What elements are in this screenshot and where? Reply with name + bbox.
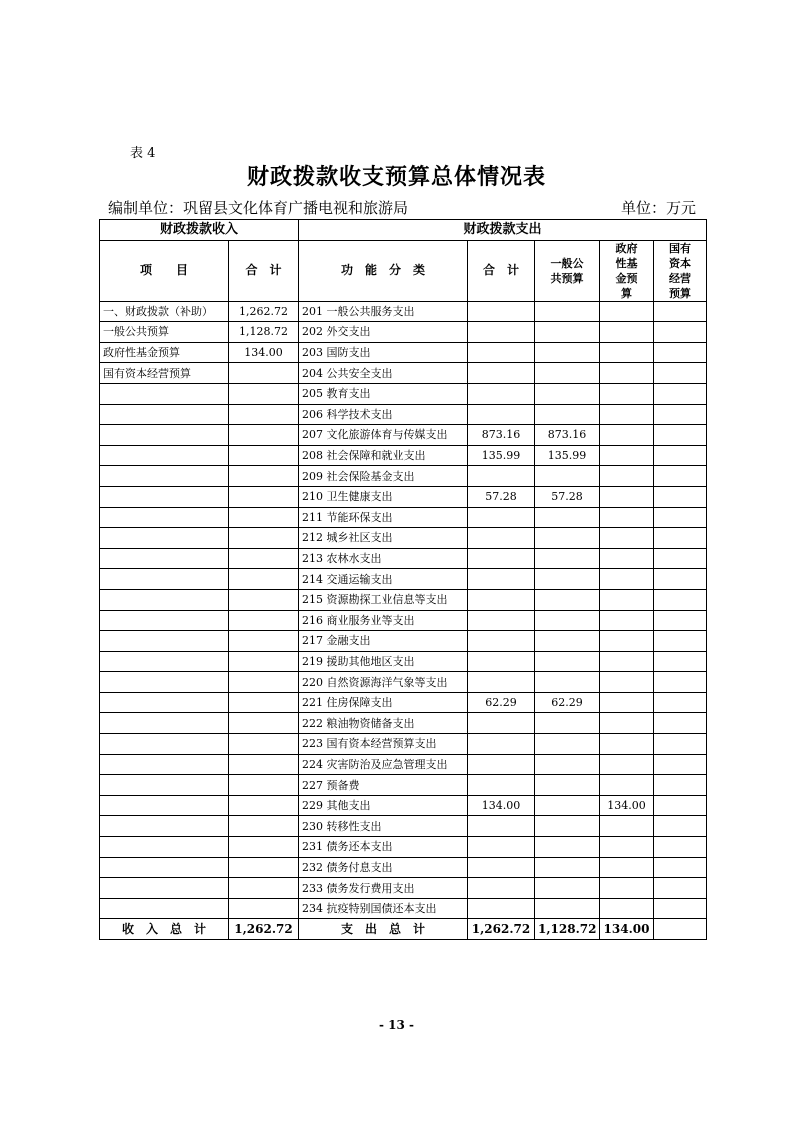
table-row [100, 795, 707, 816]
function-class-cell: 224 灾害防治及应急管理支出 [299, 754, 468, 775]
income-item-cell [100, 528, 229, 549]
income-amount-cell [229, 734, 299, 755]
function-class-cell: 231 债务还本支出 [299, 837, 468, 858]
expense-total-cell [468, 528, 535, 549]
function-class-cell: 203 国防支出 [299, 342, 468, 363]
expense-total-label: 支 出 总 计 [299, 919, 468, 940]
table-row [100, 383, 707, 404]
income-item-cell [100, 631, 229, 652]
function-class-cell: 229 其他支出 [299, 795, 468, 816]
item-column-header: 项 目 [100, 240, 229, 301]
income-item-cell [100, 548, 229, 569]
function-class-cell: 227 预备费 [299, 775, 468, 796]
income-item-cell [100, 898, 229, 919]
state-capital-cell [654, 528, 707, 549]
table-row [100, 878, 707, 899]
income-amount-cell [229, 383, 299, 404]
general-budget-cell [535, 610, 600, 631]
income-item-cell [100, 878, 229, 899]
state-capital-cell [654, 466, 707, 487]
general-budget-cell [535, 651, 600, 672]
state-capital-cell [654, 486, 707, 507]
general-budget-cell [535, 713, 600, 734]
function-class-cell: 214 交通运输支出 [299, 569, 468, 590]
income-item-cell [100, 383, 229, 404]
state-capital-cell [654, 425, 707, 446]
table-row [100, 425, 707, 446]
state-capital-cell [654, 589, 707, 610]
state-capital-cell [654, 734, 707, 755]
general-budget-cell: 62.29 [535, 692, 600, 713]
table-row [100, 610, 707, 631]
table-row [100, 816, 707, 837]
expense-total-cell [468, 631, 535, 652]
compiling-unit: 编制单位：巩留县文化体育广播电视和旅游局 [108, 199, 409, 217]
fund-budget-cell: 134.00 [600, 795, 654, 816]
fund-budget-cell [600, 507, 654, 528]
expense-total-cell [468, 589, 535, 610]
income-item-cell [100, 857, 229, 878]
state-capital-cell [654, 445, 707, 466]
table-row [100, 486, 707, 507]
table-row [100, 631, 707, 652]
state-capital-cell [654, 548, 707, 569]
fund-budget-cell [600, 528, 654, 549]
fund-budget-cell [600, 837, 654, 858]
income-section-header: 财政拨款收入 [100, 220, 299, 241]
expense-total-cell [468, 466, 535, 487]
fund-budget-cell [600, 734, 654, 755]
general-budget-cell [535, 342, 600, 363]
expense-total-cell [468, 857, 535, 878]
expense-total-cell: 135.99 [468, 445, 535, 466]
general-budget-cell [535, 857, 600, 878]
fund-budget-cell [600, 342, 654, 363]
function-class-cell: 211 节能环保支出 [299, 507, 468, 528]
expense-total-cell [468, 878, 535, 899]
income-item-cell [100, 651, 229, 672]
general-budget-cell [535, 754, 600, 775]
function-class-cell: 215 资源勘探工业信息等支出 [299, 589, 468, 610]
function-class-cell: 206 科学技术支出 [299, 404, 468, 425]
fund-budget-cell [600, 363, 654, 384]
general-budget-cell: 135.99 [535, 445, 600, 466]
function-class-cell: 221 住房保障支出 [299, 692, 468, 713]
general-budget-cell [535, 528, 600, 549]
totals-row [100, 919, 707, 940]
table-row [100, 445, 707, 466]
general-budget-cell [535, 404, 600, 425]
state-capital-cell [654, 569, 707, 590]
general-budget-cell [535, 322, 600, 343]
general-budget-cell [535, 878, 600, 899]
state-capital-cell [654, 857, 707, 878]
expense-section-header: 财政拨款支出 [299, 220, 707, 241]
income-item-cell [100, 795, 229, 816]
income-amount-cell [229, 857, 299, 878]
income-amount-cell [229, 631, 299, 652]
budget-table [99, 219, 707, 940]
fund-budget-cell [600, 651, 654, 672]
fund-budget-cell [600, 383, 654, 404]
state-capital-cell [654, 837, 707, 858]
fund-budget-cell [600, 878, 654, 899]
fund-budget-cell [600, 404, 654, 425]
state-capital-cell [654, 507, 707, 528]
fund-budget-cell [600, 425, 654, 446]
table-row [100, 837, 707, 858]
income-item-cell: 政府性基金预算 [100, 342, 229, 363]
table-row [100, 754, 707, 775]
expense-total-cell [468, 383, 535, 404]
state-capital-cell [654, 342, 707, 363]
fund-budget-cell [600, 816, 654, 837]
income-item-cell [100, 610, 229, 631]
fund-budget-cell [600, 631, 654, 652]
fund-budget-cell [600, 857, 654, 878]
fund-budget-cell [600, 322, 654, 343]
income-item-cell [100, 775, 229, 796]
table-row [100, 672, 707, 693]
general-budget-cell: 873.16 [535, 425, 600, 446]
fund-budget-cell [600, 775, 654, 796]
general-budget-cell [535, 548, 600, 569]
general-budget-cell [535, 795, 600, 816]
table-row [100, 651, 707, 672]
function-class-cell: 207 文化旅游体育与传媒支出 [299, 425, 468, 446]
function-class-cell: 232 债务付息支出 [299, 857, 468, 878]
income-item-cell: 一般公共预算 [100, 322, 229, 343]
fund-budget-cell [600, 569, 654, 590]
fund-budget-cell [600, 445, 654, 466]
fund-budget-cell [600, 692, 654, 713]
state-capital-cell [654, 404, 707, 425]
expense-total-cell [468, 651, 535, 672]
function-class-cell: 213 农林水支出 [299, 548, 468, 569]
general-budget-total: 1,128.72 [535, 919, 600, 940]
income-item-cell [100, 404, 229, 425]
function-class-cell: 201 一般公共服务支出 [299, 301, 468, 322]
table-row [100, 734, 707, 755]
expense-total-cell [468, 404, 535, 425]
income-amount-cell: 134.00 [229, 342, 299, 363]
income-amount-cell: 1,262.72 [229, 301, 299, 322]
state-capital-cell [654, 631, 707, 652]
table-row [100, 589, 707, 610]
function-class-cell: 216 商业服务业等支出 [299, 610, 468, 631]
fund-budget-column-header: 政府性基金预算 [600, 240, 654, 301]
income-item-cell [100, 466, 229, 487]
general-budget-cell [535, 569, 600, 590]
expense-total-cell [468, 754, 535, 775]
function-class-cell: 222 粮油物资储备支出 [299, 713, 468, 734]
function-class-cell: 234 抗疫特别国债还本支出 [299, 898, 468, 919]
state-capital-cell [654, 816, 707, 837]
expense-total-column-header: 合 计 [468, 240, 535, 301]
income-item-cell [100, 486, 229, 507]
general-budget-cell [535, 631, 600, 652]
state-capital-cell [654, 898, 707, 919]
table-row [100, 569, 707, 590]
income-amount-cell [229, 486, 299, 507]
currency-unit: 单位：万元 [620, 199, 696, 217]
income-amount-cell [229, 672, 299, 693]
table-row [100, 301, 707, 322]
table-number: 表 4 [130, 146, 156, 161]
expense-total-cell [468, 734, 535, 755]
expense-total-cell [468, 301, 535, 322]
income-item-cell [100, 672, 229, 693]
income-amount-cell [229, 795, 299, 816]
expense-total-cell [468, 363, 535, 384]
table-row [100, 692, 707, 713]
page-number: - 13 - [378, 1018, 414, 1032]
state-capital-cell [654, 322, 707, 343]
function-class-column-header: 功 能 分 类 [299, 240, 468, 301]
income-total-amount: 1,262.72 [229, 919, 299, 940]
table-row [100, 548, 707, 569]
table-row [100, 466, 707, 487]
table-row [100, 775, 707, 796]
income-amount-cell [229, 548, 299, 569]
state-capital-cell [654, 775, 707, 796]
state-capital-cell [654, 363, 707, 384]
fund-budget-cell [600, 548, 654, 569]
income-item-cell: 国有资本经营预算 [100, 363, 229, 384]
income-amount-cell [229, 404, 299, 425]
state-capital-cell [654, 610, 707, 631]
table-row [100, 342, 707, 363]
function-class-cell: 223 国有资本经营预算支出 [299, 734, 468, 755]
general-budget-cell [535, 363, 600, 384]
expense-total-cell: 873.16 [468, 425, 535, 446]
income-amount-cell [229, 692, 299, 713]
expense-total-cell [468, 816, 535, 837]
table-row [100, 713, 707, 734]
fund-budget-cell [600, 672, 654, 693]
fund-budget-cell [600, 486, 654, 507]
income-amount-cell [229, 898, 299, 919]
function-class-cell: 219 援助其他地区支出 [299, 651, 468, 672]
income-item-cell [100, 816, 229, 837]
state-capital-cell [654, 692, 707, 713]
expense-grand-total: 1,262.72 [468, 919, 535, 940]
income-item-cell [100, 507, 229, 528]
table-row [100, 857, 707, 878]
income-amount-cell: 1,128.72 [229, 322, 299, 343]
expense-total-cell [468, 569, 535, 590]
function-class-cell: 205 教育支出 [299, 383, 468, 404]
state-capital-cell [654, 713, 707, 734]
fund-budget-cell [600, 713, 654, 734]
income-amount-cell [229, 651, 299, 672]
expense-total-cell [468, 672, 535, 693]
table-row [100, 528, 707, 549]
income-amount-cell [229, 610, 299, 631]
expense-total-cell: 134.00 [468, 795, 535, 816]
general-budget-cell [535, 589, 600, 610]
expense-total-cell: 57.28 [468, 486, 535, 507]
expense-total-cell [468, 713, 535, 734]
document-title: 财政拨款收支预算总体情况表 [246, 164, 546, 190]
general-budget-column-header: 一般公共预算 [535, 240, 600, 301]
fund-budget-cell [600, 589, 654, 610]
table-row [100, 404, 707, 425]
income-total-column-header: 合 计 [229, 240, 299, 301]
income-item-cell [100, 445, 229, 466]
expense-total-cell: 62.29 [468, 692, 535, 713]
table-row [100, 898, 707, 919]
state-capital-total [654, 919, 707, 940]
income-item-cell [100, 734, 229, 755]
fund-budget-cell [600, 466, 654, 487]
income-amount-cell [229, 775, 299, 796]
state-capital-cell [654, 795, 707, 816]
function-class-cell: 202 外交支出 [299, 322, 468, 343]
income-amount-cell [229, 713, 299, 734]
income-amount-cell [229, 878, 299, 899]
income-item-cell: 一、财政拨款（补助） [100, 301, 229, 322]
general-budget-cell [535, 816, 600, 837]
fund-budget-total: 134.00 [600, 919, 654, 940]
expense-total-cell [468, 342, 535, 363]
income-amount-cell [229, 445, 299, 466]
function-class-cell: 230 转移性支出 [299, 816, 468, 837]
income-amount-cell [229, 507, 299, 528]
table-row [100, 322, 707, 343]
general-budget-cell [535, 898, 600, 919]
income-amount-cell [229, 837, 299, 858]
fund-budget-cell [600, 898, 654, 919]
fund-budget-cell [600, 610, 654, 631]
general-budget-cell: 57.28 [535, 486, 600, 507]
state-capital-cell [654, 672, 707, 693]
income-amount-cell [229, 569, 299, 590]
function-class-cell: 220 自然资源海洋气象等支出 [299, 672, 468, 693]
fund-budget-cell [600, 754, 654, 775]
general-budget-cell [535, 301, 600, 322]
income-amount-cell [229, 528, 299, 549]
function-class-cell: 209 社会保险基金支出 [299, 466, 468, 487]
income-item-cell [100, 425, 229, 446]
income-item-cell [100, 692, 229, 713]
general-budget-cell [535, 466, 600, 487]
income-item-cell [100, 589, 229, 610]
income-total-label: 收 入 总 计 [100, 919, 229, 940]
table-row [100, 507, 707, 528]
general-budget-cell [535, 837, 600, 858]
expense-total-cell [468, 548, 535, 569]
state-capital-cell [654, 383, 707, 404]
expense-total-cell [468, 898, 535, 919]
general-budget-cell [535, 507, 600, 528]
income-item-cell [100, 713, 229, 734]
income-item-cell [100, 837, 229, 858]
income-amount-cell [229, 425, 299, 446]
expense-total-cell [468, 507, 535, 528]
state-capital-column-header: 国有资本经营预算 [654, 240, 707, 301]
fund-budget-cell [600, 301, 654, 322]
function-class-cell: 210 卫生健康支出 [299, 486, 468, 507]
income-item-cell [100, 754, 229, 775]
income-amount-cell [229, 589, 299, 610]
state-capital-cell [654, 878, 707, 899]
function-class-cell: 233 债务发行费用支出 [299, 878, 468, 899]
table-row [100, 363, 707, 384]
state-capital-cell [654, 754, 707, 775]
general-budget-cell [535, 775, 600, 796]
expense-total-cell [468, 610, 535, 631]
function-class-cell: 217 金融支出 [299, 631, 468, 652]
general-budget-cell [535, 734, 600, 755]
state-capital-cell [654, 301, 707, 322]
expense-total-cell [468, 322, 535, 343]
general-budget-cell [535, 672, 600, 693]
income-amount-cell [229, 816, 299, 837]
expense-total-cell [468, 837, 535, 858]
function-class-cell: 208 社会保障和就业支出 [299, 445, 468, 466]
income-amount-cell [229, 754, 299, 775]
income-item-cell [100, 569, 229, 590]
function-class-cell: 212 城乡社区支出 [299, 528, 468, 549]
general-budget-cell [535, 383, 600, 404]
income-amount-cell [229, 363, 299, 384]
state-capital-cell [654, 651, 707, 672]
function-class-cell: 204 公共安全支出 [299, 363, 468, 384]
expense-total-cell [468, 775, 535, 796]
income-amount-cell [229, 466, 299, 487]
